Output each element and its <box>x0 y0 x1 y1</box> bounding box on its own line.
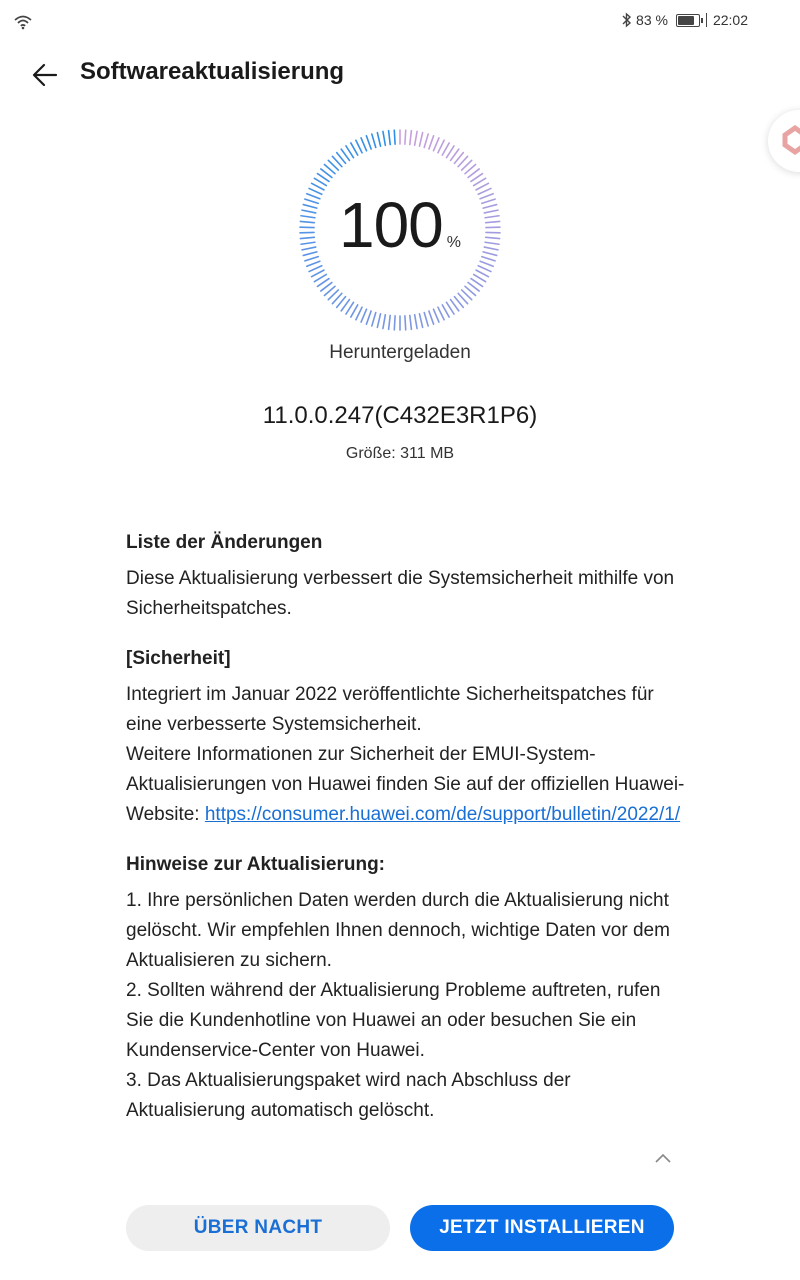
changelog-intro: Diese Aktualisierung verbessert die Systemsicherheit mithilfe von Sicherheitspatches. <box>126 568 675 619</box>
progress-tick <box>314 178 326 185</box>
progress-tick <box>312 270 324 277</box>
security-text-2-body: Weitere Informationen zur Sicherheit der EMUI-System-Aktualisierungen von Huawei finden Sie auf der offiziellen Huawei-Website: <box>126 744 685 825</box>
progress-tick <box>356 307 362 320</box>
progress-tick <box>410 131 412 145</box>
progress-tick <box>419 133 422 147</box>
progress-tick <box>351 305 358 317</box>
progress-tick <box>429 136 434 149</box>
progress-tick <box>383 131 385 145</box>
progress-tick <box>372 313 376 326</box>
progress-tick <box>442 143 449 155</box>
progress-tick <box>410 315 412 329</box>
progress-tick <box>438 307 444 320</box>
security-bulletin-link[interactable]: https://consumer.huawei.com/de/support/bulletin/2022/1/ <box>204 804 681 825</box>
progress-tick <box>394 130 395 144</box>
progress-tick <box>309 266 322 272</box>
update-size: Größe: 311 MB <box>345 445 455 462</box>
status-right <box>622 12 748 28</box>
progress-tick <box>394 316 395 330</box>
changelog <box>126 528 686 1126</box>
progress-tick <box>361 138 366 151</box>
download-progress-ring <box>298 128 502 332</box>
progress-tick <box>405 316 406 330</box>
chevron-up-icon[interactable] <box>652 1148 674 1170</box>
progress-value: 100 <box>338 189 443 261</box>
security-heading: [Sicherheit] <box>126 648 231 669</box>
progress-tick <box>474 178 486 185</box>
security-text-1: Integriert im Januar 2022 veröffentlichte Sicherheitspatches für eine verbesserte Systemsicherheit. <box>126 684 654 735</box>
wifi-icon <box>14 14 32 30</box>
progress-tick <box>433 309 438 322</box>
progress-tick <box>424 313 428 326</box>
progress-tick <box>314 274 326 281</box>
floating-side-tab[interactable] <box>768 110 800 172</box>
battery-icon <box>676 14 700 27</box>
battery-level <box>678 16 694 25</box>
back-arrow-icon[interactable] <box>30 60 60 90</box>
battery-percent: 83 % <box>636 12 668 28</box>
progress-unit: % <box>446 234 461 251</box>
progress-tick <box>476 270 488 277</box>
progress-tick <box>429 311 434 324</box>
progress-tick <box>419 314 422 328</box>
changelog-heading: Liste der Änderungen <box>126 532 323 553</box>
progress-tick <box>383 315 385 329</box>
progress-tick <box>415 131 417 145</box>
note-2: 2. Sollten während der Aktualisierung Probleme auftreten, rufen Sie die Kundenhotline von Huawei an oder besuchen Sie ein Kundenservice-Center von Huawei. <box>126 980 661 1061</box>
progress-tick <box>478 266 491 272</box>
notes-heading: Hinweise zur Aktualisierung: <box>126 854 386 875</box>
progress-tick <box>438 140 444 153</box>
progress-tick <box>372 134 376 147</box>
security-text-2 <box>126 740 686 830</box>
progress-tick <box>361 309 366 322</box>
progress-tick <box>415 315 417 329</box>
progress-tick <box>377 133 380 147</box>
note-1: 1. Ihre persönlichen Daten werden durch die Aktualisierung nicht gelöscht. Wir empfehlen Ihnen dennoch, wichtige Daten vor dem Aktualisieren zu sichern. <box>126 890 670 971</box>
progress-tick <box>351 143 358 155</box>
install-now-button[interactable]: JETZT INSTALLIEREN <box>410 1205 674 1251</box>
progress-tick <box>366 311 371 324</box>
progress-tick <box>433 138 438 151</box>
download-status: Heruntergeladen <box>329 342 471 363</box>
progress-tick <box>474 274 486 281</box>
progress-percent <box>298 188 502 262</box>
progress-tick <box>389 131 391 145</box>
note-3: 3. Das Aktualisierungspaket wird nach Abschluss der Aktualisierung automatisch gelöscht. <box>126 1070 571 1121</box>
status-bar <box>0 0 800 44</box>
page-title: Softwareaktualisierung <box>80 58 345 85</box>
bluetooth-icon <box>622 12 632 28</box>
status-divider <box>706 13 707 27</box>
progress-tick <box>389 315 391 329</box>
progress-tick <box>366 136 371 149</box>
update-version: 11.0.0.247(C432E3R1P6) <box>262 402 538 429</box>
progress-tick <box>424 134 428 147</box>
floating-tab-icon <box>782 125 800 157</box>
clock: 22:02 <box>712 12 748 28</box>
progress-tick <box>442 305 449 317</box>
progress-tick <box>377 314 380 328</box>
progress-tick <box>405 130 406 144</box>
install-overnight-button[interactable]: ÜBER NACHT <box>126 1205 390 1251</box>
progress-tick <box>356 140 362 153</box>
